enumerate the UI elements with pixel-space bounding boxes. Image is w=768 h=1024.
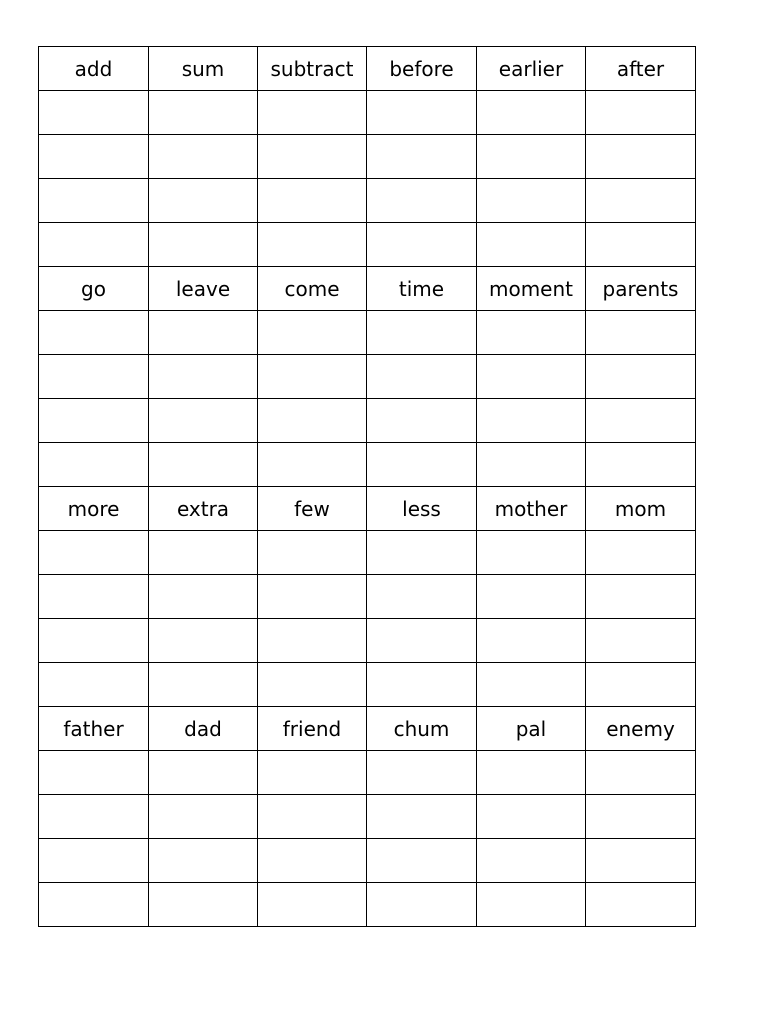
writing-cell[interactable]: [149, 663, 258, 707]
word-cell: mother: [477, 487, 586, 531]
writing-cell[interactable]: [39, 399, 149, 443]
writing-cell[interactable]: [477, 575, 586, 619]
writing-cell[interactable]: [258, 619, 367, 663]
writing-row: [39, 91, 696, 135]
writing-cell[interactable]: [367, 663, 477, 707]
writing-row: [39, 751, 696, 795]
word-cell: earlier: [477, 47, 586, 91]
word-cell: less: [367, 487, 477, 531]
writing-row: [39, 575, 696, 619]
word-row: [39, 267, 696, 311]
word-cell: time: [367, 267, 477, 311]
word-cell: leave: [149, 267, 258, 311]
writing-row: [39, 839, 696, 883]
writing-cell[interactable]: [477, 91, 586, 135]
writing-row: [39, 619, 696, 663]
writing-cell[interactable]: [586, 883, 696, 927]
writing-cell[interactable]: [586, 179, 696, 223]
word-cell: after: [586, 47, 696, 91]
word-cell: extra: [149, 487, 258, 531]
writing-cell[interactable]: [367, 883, 477, 927]
writing-cell[interactable]: [477, 135, 586, 179]
word-cell: parents: [586, 267, 696, 311]
writing-cell[interactable]: [586, 223, 696, 267]
writing-cell[interactable]: [477, 531, 586, 575]
writing-cell[interactable]: [258, 399, 367, 443]
writing-cell[interactable]: [258, 443, 367, 487]
writing-cell[interactable]: [367, 135, 477, 179]
writing-cell[interactable]: [149, 751, 258, 795]
writing-cell[interactable]: [586, 355, 696, 399]
writing-cell[interactable]: [367, 751, 477, 795]
worksheet-body: [39, 47, 696, 927]
writing-cell[interactable]: [258, 355, 367, 399]
writing-cell[interactable]: [39, 839, 149, 883]
writing-cell[interactable]: [367, 355, 477, 399]
writing-row: [39, 663, 696, 707]
writing-row: [39, 355, 696, 399]
writing-cell[interactable]: [39, 883, 149, 927]
writing-cell[interactable]: [258, 883, 367, 927]
writing-row: [39, 883, 696, 927]
writing-cell[interactable]: [39, 443, 149, 487]
writing-cell[interactable]: [149, 135, 258, 179]
writing-cell[interactable]: [39, 751, 149, 795]
writing-cell[interactable]: [367, 399, 477, 443]
writing-cell[interactable]: [477, 795, 586, 839]
writing-cell[interactable]: [39, 795, 149, 839]
writing-cell[interactable]: [258, 795, 367, 839]
writing-cell[interactable]: [586, 531, 696, 575]
writing-cell[interactable]: [477, 311, 586, 355]
writing-row: [39, 311, 696, 355]
writing-cell[interactable]: [39, 619, 149, 663]
writing-cell[interactable]: [586, 443, 696, 487]
writing-cell[interactable]: [149, 795, 258, 839]
writing-cell[interactable]: [149, 355, 258, 399]
word-cell: more: [39, 487, 149, 531]
writing-cell[interactable]: [258, 223, 367, 267]
writing-cell[interactable]: [39, 135, 149, 179]
writing-cell[interactable]: [477, 355, 586, 399]
writing-cell[interactable]: [477, 751, 586, 795]
writing-cell[interactable]: [586, 839, 696, 883]
word-cell: come: [258, 267, 367, 311]
writing-cell[interactable]: [39, 575, 149, 619]
word-row: [39, 487, 696, 531]
word-cell: few: [258, 487, 367, 531]
writing-cell[interactable]: [149, 619, 258, 663]
writing-cell[interactable]: [149, 883, 258, 927]
writing-row: [39, 179, 696, 223]
writing-cell[interactable]: [39, 311, 149, 355]
word-cell: moment: [477, 267, 586, 311]
writing-cell[interactable]: [367, 91, 477, 135]
writing-cell[interactable]: [586, 619, 696, 663]
writing-cell[interactable]: [477, 443, 586, 487]
word-cell: friend: [258, 707, 367, 751]
writing-row: [39, 399, 696, 443]
writing-row: [39, 135, 696, 179]
word-cell: go: [39, 267, 149, 311]
word-cell: sum: [149, 47, 258, 91]
writing-cell[interactable]: [586, 751, 696, 795]
writing-cell[interactable]: [367, 179, 477, 223]
word-row: [39, 47, 696, 91]
writing-cell[interactable]: [586, 91, 696, 135]
writing-cell[interactable]: [149, 839, 258, 883]
writing-cell[interactable]: [367, 839, 477, 883]
word-cell: pal: [477, 707, 586, 751]
writing-cell[interactable]: [149, 223, 258, 267]
writing-cell[interactable]: [149, 399, 258, 443]
writing-row: [39, 223, 696, 267]
word-worksheet-table: [38, 46, 696, 927]
writing-cell[interactable]: [258, 135, 367, 179]
writing-cell[interactable]: [477, 839, 586, 883]
writing-cell[interactable]: [586, 663, 696, 707]
writing-cell[interactable]: [586, 311, 696, 355]
writing-cell[interactable]: [39, 531, 149, 575]
writing-cell[interactable]: [258, 91, 367, 135]
writing-cell[interactable]: [258, 575, 367, 619]
writing-cell[interactable]: [258, 311, 367, 355]
word-cell: enemy: [586, 707, 696, 751]
writing-cell[interactable]: [149, 179, 258, 223]
word-cell: father: [39, 707, 149, 751]
word-cell: chum: [367, 707, 477, 751]
writing-cell[interactable]: [586, 135, 696, 179]
writing-cell[interactable]: [39, 179, 149, 223]
writing-cell[interactable]: [39, 355, 149, 399]
writing-cell[interactable]: [477, 399, 586, 443]
writing-cell[interactable]: [149, 311, 258, 355]
writing-cell[interactable]: [367, 795, 477, 839]
writing-row: [39, 443, 696, 487]
writing-cell[interactable]: [258, 179, 367, 223]
writing-cell[interactable]: [258, 531, 367, 575]
word-cell: mom: [586, 487, 696, 531]
writing-cell[interactable]: [367, 531, 477, 575]
writing-cell[interactable]: [367, 575, 477, 619]
writing-cell[interactable]: [477, 619, 586, 663]
word-cell: add: [39, 47, 149, 91]
writing-cell[interactable]: [149, 443, 258, 487]
writing-cell[interactable]: [477, 223, 586, 267]
writing-cell[interactable]: [477, 179, 586, 223]
word-cell: before: [367, 47, 477, 91]
writing-row: [39, 795, 696, 839]
writing-cell[interactable]: [149, 91, 258, 135]
word-cell: dad: [149, 707, 258, 751]
writing-cell[interactable]: [258, 751, 367, 795]
word-row: [39, 707, 696, 751]
word-cell: subtract: [258, 47, 367, 91]
writing-cell[interactable]: [258, 663, 367, 707]
writing-cell[interactable]: [367, 223, 477, 267]
writing-cell[interactable]: [39, 91, 149, 135]
writing-cell[interactable]: [586, 399, 696, 443]
writing-row: [39, 531, 696, 575]
writing-cell[interactable]: [586, 575, 696, 619]
writing-cell[interactable]: [367, 311, 477, 355]
writing-cell[interactable]: [149, 531, 258, 575]
writing-cell[interactable]: [477, 883, 586, 927]
writing-cell[interactable]: [149, 575, 258, 619]
writing-cell[interactable]: [258, 839, 367, 883]
writing-cell[interactable]: [39, 223, 149, 267]
writing-cell[interactable]: [367, 443, 477, 487]
writing-cell[interactable]: [586, 795, 696, 839]
writing-cell[interactable]: [39, 663, 149, 707]
writing-cell[interactable]: [367, 619, 477, 663]
writing-cell[interactable]: [477, 663, 586, 707]
